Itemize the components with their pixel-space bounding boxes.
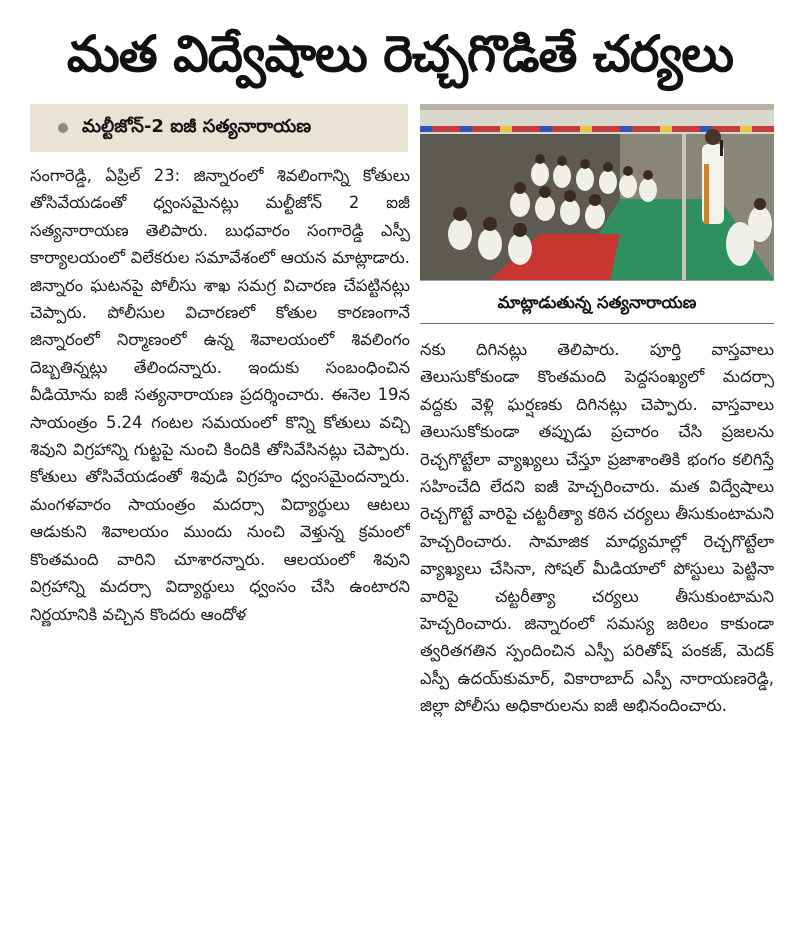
right-column-text: నకు దిగినట్లు తెలిపారు. పూర్తి వాస్తవాలు తెలుసుకోకుండా కొంతమంది పెద్దసంఖ్యలో మదర్సా వద్దకు వెళ్లి ఘర్షణకు దిగినట్లు చెప్పారు. వాస్తవాలు తెలుసుకోకుండా తప్పుడు ప్రచారం చేసి ప్రజలను రెచ్చగొట్టేలా వ్యాఖ్యలు చేస్తూ ప్రజాశాంతికి భంగం కలిగిస్తే సహించేది లేదని ఐజీ హెచ్చరించారు. మత విద్వేషాలు రెచ్చగొట్టే వారిపై చట్టరీత్యా కఠిన చర్యలు తీసుకుంటామని హెచ్చరించారు. సామాజిక మాధ్యమాల్లో రెచ్చగొట్టేలా వ్యాఖ్యలు చేసినా, సోషల్ మీడియాలో పోస్టులు పెట్టినా వారిపై చట్టరీత్యా చర్యలు తీసుకుంటామని హెచ్చరించారు. జిన్నారంలో సమస్య జఠిలం కాకుండా త్వరితగతిన స్పందించిన ఎస్పీ పరితోష్ పంకజ్, మెదక్ ఎస్పీ ఉదయ్‌కుమార్, వికారాబాద్ ఎస్పీ నారాయణరెడ్డి, జిల్లా పోలీసు అధికారులను ఐజీ అభినందించారు. — [420, 340, 774, 716]
headline: మత విద్వేషాలు రెచ్చగొడితే చర్యలు — [66, 25, 734, 83]
subheadline-box — [30, 104, 408, 152]
news-photo — [420, 104, 774, 281]
subheadline: మల్టీజోన్-2 ఐజీ సత్యనారాయణ — [82, 115, 312, 137]
article-right-column — [420, 336, 774, 926]
bullet-icon — [58, 123, 68, 133]
article-left-column — [30, 162, 410, 924]
left-column-text: సంగారెడ్డి, ఏప్రిల్ 23: జిన్నారంలో శివలింగాన్ని కోతులు తోసివేయడంతో ధ్వంసమైనట్లు మల్టీజోన్ 2 ఐజీ సత్యనారాయణ తెలిపారు. బుధవారం సంగారెడ్డి ఎస్పీ కార్యాలయంలో విలేకరుల సమావేశంలో ఆయన మాట్లాడారు. జిన్నారం ఘటనపై పోలీసు శాఖ సమగ్ర విచారణ చేపట్టినట్లు చెప్పారు. పోలీసుల విచారణలో కోతుల కారణంగానే జిన్నారంలో నిర్మాణంలో ఉన్న శివాలయంలో శివలింగం దెబ్బతిన్నట్లు తేలిందన్నారు. ఇందుకు సంబంధించిన వీడియోను ఐజీ సత్యనారాయణ ప్రదర్శించారు. ఈనెల 19న సాయంత్రం 5.24 గంటల సమయంలో కొన్ని కోతులు వచ్చి శివుని విగ్రహాన్ని గుట్టపై నుంచి కిందికి తోసివేసినట్లు చెప్పారు. కోతులు తోసివేయడంతో శివుడి విగ్రహం ధ్వంసమైందన్నారు. మంగళవారం సాయంత్రం మదర్సా విద్యార్థులు ఆటలు ఆడుకుని శివాలయం ముందు నుంచి వెళ్తున్న క్రమంలో కొంతమంది వారిని చూశారన్నారు. ఆలయంలో శివుని విగ్రహాన్ని మదర్సా విద్యార్థులు ధ్వంసం చేసి ఉంటారని నిర్ణయానికి వచ్చిన కొందరు ఆందోళ — [30, 166, 410, 624]
photo-caption: మాట్లాడుతున్న సత్యనారాయణ — [420, 283, 774, 324]
